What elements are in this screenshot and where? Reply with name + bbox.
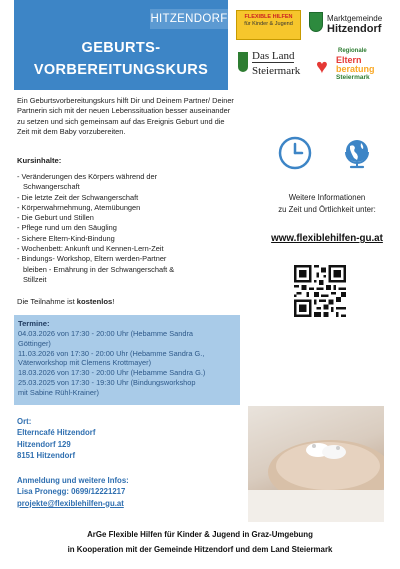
location-street: Hitzendorf 129 <box>17 439 71 449</box>
land-logo-line2: Steiermark <box>252 65 301 77</box>
marktgemeinde-logo <box>309 10 396 40</box>
elternberatung-logo-line0: Regionale <box>338 48 367 54</box>
website-link[interactable]: www.flexiblehilfen-gu.at <box>271 233 383 244</box>
page-title-line1: GEBURTS- <box>81 40 161 56</box>
intro-paragraph: Ein Geburtsvorbereitungskurs hilft Dir und Deinem Partner/ Deiner Partnerin sich mit der neuen Lebenssituation besser auseinander zu setzen und sich gemeinsam auf das Ereignis Geburt und die Zeit mit dem Baby vorzubereiten. <box>17 96 234 137</box>
styrian-crest-icon <box>238 52 248 72</box>
marktgemeinde-logo-line2: Hitzendorf <box>327 23 382 35</box>
list-item: - Körperwahrnehmung, Atemübungen <box>17 202 141 212</box>
termine-line: 18.03.2026 von 17:30 - 20:00 Uhr (Hebamme Sandra G.) <box>18 368 206 378</box>
footer <box>0 528 400 557</box>
page-title-line2: VORBEREITUNGSKURS <box>33 62 209 78</box>
termine-line: 25.03.2025 von 17:30 - 19:30 Uhr (Bindungsworkshop <box>18 377 196 387</box>
globe-icon <box>340 136 374 170</box>
kursinhalte-list <box>17 172 239 285</box>
registration-block <box>17 475 129 509</box>
coat-of-arms-icon <box>309 12 323 32</box>
info-sidebar <box>252 128 390 450</box>
land-logo-line1: Das Land <box>252 50 295 62</box>
more-info-text <box>252 192 400 216</box>
qr-code[interactable] <box>294 265 346 317</box>
location-city: 8151 Hitzendorf <box>17 451 76 461</box>
list-item: - Sichere Eltern-Kind-Bindung <box>17 233 115 243</box>
list-item: - Veränderungen des Körpers während der <box>17 172 158 181</box>
clock-icon <box>278 136 312 170</box>
free-note-prefix: Die Teilnahme ist <box>17 297 77 306</box>
land-steiermark-logo <box>238 48 306 82</box>
flexible-hilfen-logo <box>236 10 301 40</box>
more-info-line2: zu Zeit und Örtlichkeit unter: <box>278 205 376 214</box>
heart-icon: ♥ <box>316 56 328 78</box>
kursinhalte-heading: Kursinhalte: <box>17 156 62 165</box>
list-item: - Die Geburt und Stillen <box>17 213 94 223</box>
partner-logos <box>236 6 396 88</box>
registration-email-link[interactable]: projekte@flexiblehilfen-gu.at <box>17 498 124 508</box>
list-item: bleiben - Ernährung in der Schwangerschaft & <box>23 264 175 274</box>
termine-line: 11.03.2026 von 17:30 - 20:00 Uhr (Hebamme Sandra G., <box>18 348 205 358</box>
location-block <box>17 416 95 462</box>
list-item: - Die letzte Zeit der Schwangerschaft <box>17 192 139 202</box>
marktgemeinde-logo-line1: Marktgemeinde <box>327 14 383 23</box>
registration-label: Anmeldung und weitere Infos: <box>17 476 129 485</box>
location-name: Elterncafé Hitzendorf <box>17 428 96 438</box>
place-badge: HITZENDORF <box>150 9 228 29</box>
title-banner <box>14 0 228 90</box>
list-item: - Wochenbett: Ankunft und Kennen-Lern-Zeit <box>17 244 164 254</box>
flexible-hilfen-logo-subtext: für Kinder & Jugend <box>244 21 293 27</box>
elternberatung-logo-line1: Eltern <box>336 55 362 65</box>
footer-line2: in Kooperation mit der Gemeinde Hitzendorf und dem Land Steiermark <box>67 544 333 554</box>
list-item: Schwangerschaft <box>23 182 80 192</box>
free-participation-note <box>17 297 114 306</box>
footer-line1: ArGe Flexible Hilfen für Kinder & Jugend in Graz-Umgebung <box>87 530 313 539</box>
list-item: - Pflege rund um den Säugling <box>17 223 117 233</box>
termine-line: Göttinger) <box>18 338 51 348</box>
elternberatung-logo-line3: Steiermark <box>336 74 370 81</box>
termine-line: mit Sabine Rühl-Krainer) <box>18 387 99 397</box>
free-note-bold: kostenlos <box>76 297 113 306</box>
elternberatung-logo <box>316 46 396 84</box>
termine-box <box>14 315 240 405</box>
more-info-line1: Weitere Informationen <box>288 193 366 202</box>
list-item: Stillzeit <box>23 274 47 284</box>
termine-heading: Termine: <box>18 319 50 328</box>
registration-contact: Lisa Pronegg: 0699/12221217 <box>17 487 126 497</box>
free-note-suffix: ! <box>112 297 115 306</box>
flexible-hilfen-logo-text: FLEXIBLE HILFEN <box>244 14 293 20</box>
list-item: - Bindungs- Workshop, Eltern werden-Partner <box>17 254 167 264</box>
elternberatung-logo-line2: beratung <box>336 64 375 74</box>
termine-line: Väterworkshop mit Clemens Krottmayer) <box>18 358 152 368</box>
location-label: Ort: <box>17 417 32 426</box>
termine-line: 04.03.2026 von 17:30 - 20:00 Uhr (Hebamme Sandra <box>18 329 194 338</box>
